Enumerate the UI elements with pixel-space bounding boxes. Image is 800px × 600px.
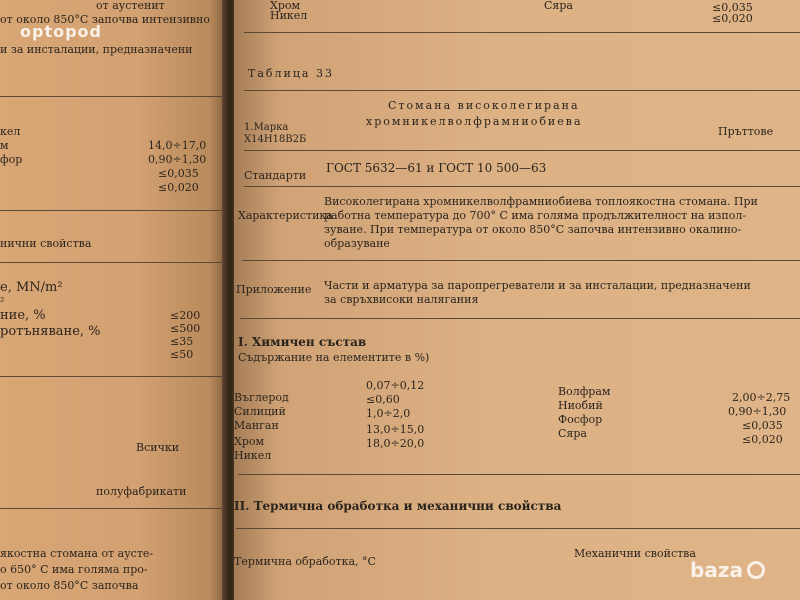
standards-value: ГОСТ 5632—61 и ГОСТ 10 500—63 [326, 161, 547, 175]
right-top-frag-sulfur: Сяра [544, 0, 573, 12]
left-bottom-line-2: о 650° С има голяма про- [0, 563, 148, 576]
chem-value-phosphorus: ≤0,035 [742, 419, 783, 432]
left-element-value-5: ≤0,020 [158, 181, 199, 194]
right-top-value-1: ≤0,035 [712, 1, 753, 14]
logo-text: baza [690, 558, 743, 582]
chemical-composition-title: I. Химичен състав [238, 335, 367, 349]
left-rule-4 [0, 376, 228, 377]
left-mech-label-4: ротъняване, % [0, 324, 101, 339]
application-line-2: за свръхвисоки налягания [324, 293, 479, 306]
chem-value-niobium: 0,90÷1,30 [728, 405, 787, 418]
left-element-value-2: 14,0÷17,0 [148, 139, 207, 152]
left-element-name-2: м [0, 139, 9, 152]
chem-value-chromium: 13,0÷15,0 [366, 423, 425, 436]
left-mech-value-4: ≤50 [170, 348, 194, 361]
characteristic-label: Характеристика [238, 209, 333, 222]
right-rule-mark [244, 150, 800, 151]
right-rule-heat [236, 528, 800, 529]
site-logo [690, 552, 786, 588]
chem-value-tungsten: 2,00÷2,75 [732, 391, 791, 404]
standards-label: Стандарти [244, 169, 307, 182]
left-bottom-line-1: якостна стомана от аусте- [0, 547, 154, 560]
left-frag-line-3: и за инсталации, предназначени [0, 43, 193, 56]
chemical-composition-subtitle: Съдържание на елементите в %) [238, 351, 430, 364]
left-mech-label-2: ² [0, 295, 5, 308]
chem-name-niobium: Ниобий [558, 399, 603, 412]
characteristic-line-4: образуване [324, 237, 390, 250]
right-rule-application [240, 318, 800, 319]
chem-name-tungsten: Волфрам [558, 385, 611, 398]
right-top-frag-name-1: Хром [270, 0, 301, 12]
chem-value-sulfur: ≤0,020 [742, 433, 783, 446]
chem-name-nickel: Никел [234, 449, 272, 462]
left-mech-value-1: ≤200 [170, 309, 201, 322]
left-rule-3 [0, 262, 228, 263]
left-section-fragment: нични свойства [0, 237, 92, 250]
right-top-frag-name-2: Никел [270, 9, 308, 22]
chem-name-chromium: Хром [234, 435, 265, 448]
heat-treatment-label: Термична обработка, °С [234, 555, 376, 568]
logo-mark-icon [747, 561, 765, 579]
chem-name-silicon: Силиций [234, 405, 286, 418]
left-element-name-3: фор [0, 153, 23, 166]
left-all-label: Всички [136, 441, 180, 454]
application-line-1: Части и арматура за паропрегреватели и за инсталации, предназначени [324, 279, 751, 292]
table-number: Таблица 33 [248, 67, 334, 80]
left-element-value-4: ≤0,035 [158, 167, 199, 180]
left-element-name-1: кел [0, 125, 21, 138]
left-all-label-2: полуфабрикати [96, 485, 187, 498]
right-top-value-2: ≤0,020 [712, 12, 753, 25]
left-rule-1 [0, 96, 228, 97]
chem-name-sulfur: Сяра [558, 427, 587, 440]
right-rule-table [244, 90, 800, 91]
chem-value-manganese: 1,0÷2,0 [366, 407, 411, 420]
right-rule-standards [244, 186, 800, 187]
left-mech-value-3: ≤35 [170, 335, 194, 348]
application-label: Приложение [236, 283, 312, 296]
left-mech-value-2: ≤500 [170, 322, 201, 335]
product-label: Пръттове [718, 125, 774, 138]
left-rule-5 [0, 508, 228, 509]
left-bottom-line-3: от около 850°С започва [0, 579, 139, 592]
left-mech-label-1: e, MN/m² [0, 280, 63, 295]
left-frag-line-2: от около 850°С започва интензивно [0, 13, 210, 26]
mechanical-properties-label: Механични свойства [574, 547, 696, 560]
characteristic-line-1: Високолегирана хромникелволфрамниобиева топлоякостна стомана. При [324, 195, 758, 208]
right-rule-top [244, 32, 800, 33]
left-frag-line-1: от аустенит [96, 0, 165, 12]
steel-title-1: Стомана високолегирана [388, 99, 580, 112]
chem-name-carbon: Въглерод [234, 391, 289, 404]
characteristic-line-3: зуване. При температура от около 850°С започва интензивно окалино- [324, 223, 742, 236]
chem-value-carbon: 0,07÷0,12 [366, 379, 425, 392]
heat-treatment-section-title: II. Термична обработка и механични свойства [234, 499, 562, 513]
left-element-value-3: 0,90÷1,30 [148, 153, 207, 166]
right-rule-characteristic [242, 260, 800, 261]
chem-name-phosphorus: Фосфор [558, 413, 603, 426]
right-page [234, 0, 800, 600]
chem-name-manganese: Манган [234, 419, 279, 432]
chem-value-silicon: ≤0,60 [366, 393, 400, 406]
chem-value-nickel: 18,0÷20,0 [366, 437, 425, 450]
mark-label: 1.Марка [244, 122, 289, 133]
left-mech-label-3: ние, % [0, 308, 46, 323]
characteristic-line-2: работна температура до 700° С има голяма продължителност на изпол- [324, 209, 747, 222]
right-rule-chemical [238, 474, 800, 475]
mark-value: Х14Н18В2Б [244, 134, 307, 145]
left-rule-2 [0, 210, 228, 211]
steel-title-2: хромникелволфрамниобиева [366, 115, 583, 128]
watermark-text: optopod [20, 22, 102, 41]
left-page [0, 0, 228, 600]
